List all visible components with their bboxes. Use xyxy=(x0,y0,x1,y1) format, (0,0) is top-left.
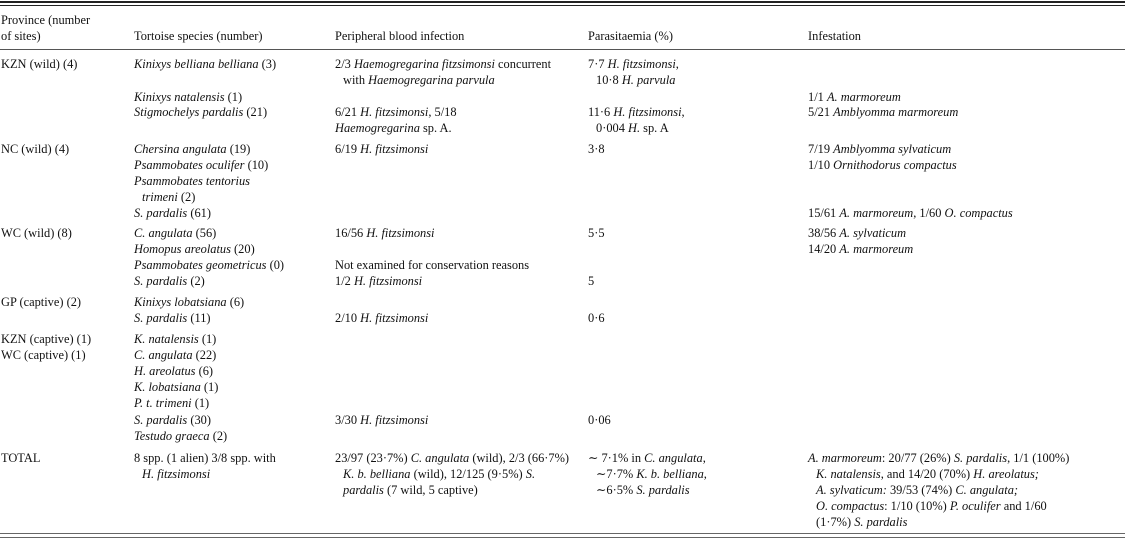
cell-province: TOTAL xyxy=(1,451,41,465)
cell-species: Psammobates oculifer (10) xyxy=(134,158,269,172)
cell-species: C. angulata (56) xyxy=(134,226,217,240)
cell-parasitaemia: 7·7 H. fitzsimonsi, xyxy=(588,57,679,71)
cell-species: S. pardalis (11) xyxy=(134,311,211,325)
bottom-rule-1 xyxy=(0,533,1125,534)
cell-infestation: 15/61 A. marmoreum, 1/60 O. compactus xyxy=(808,206,1013,220)
cell-blood-infection: 23/97 (23·7%) C. angulata (wild), 2/3 (66·7%) xyxy=(335,451,570,465)
header-province xyxy=(1,12,90,44)
cell-blood-infection: Haemogregarina sp. A. xyxy=(335,121,452,135)
cell-blood-infection: Not examined for conservation reasons xyxy=(335,258,530,272)
cell-province: WC (captive) (1) xyxy=(1,348,86,362)
cell-province: KZN (captive) (1) xyxy=(1,332,92,346)
cell-province: NC (wild) (4) xyxy=(1,142,70,156)
cell-parasitaemia: 11·6 H. fitzsimonsi, xyxy=(588,105,685,119)
top-rule-2 xyxy=(0,5,1125,6)
header-blood-infection: Peripheral blood infection xyxy=(335,29,465,43)
cell-province: GP (captive) (2) xyxy=(1,295,82,309)
cell-species: trimeni (2) xyxy=(142,190,196,204)
header-province-line1: Province (number xyxy=(1,13,91,27)
cell-species: Chersina angulata (19) xyxy=(134,142,251,156)
cell-species: S. pardalis (30) xyxy=(134,413,211,427)
cell-infestation: 14/20 A. marmoreum xyxy=(808,242,914,256)
cell-species: Homopus areolatus (20) xyxy=(134,242,255,256)
cell-species: Stigmochelys pardalis (21) xyxy=(134,105,268,119)
header-parasitaemia: Parasitaemia (%) xyxy=(588,29,673,43)
cell-species: P. t. trimeni (1) xyxy=(134,396,210,410)
cell-blood-infection: 6/19 H. fitzsimonsi xyxy=(335,142,429,156)
cell-parasitaemia: 3·8 xyxy=(588,142,605,156)
header-rule xyxy=(0,49,1125,50)
cell-blood-infection: 16/56 H. fitzsimonsi xyxy=(335,226,435,240)
cell-blood-infection: pardalis (7 wild, 5 captive) xyxy=(343,483,478,497)
header-province-line2: of sites) xyxy=(1,29,41,43)
cell-infestation: (1·7%) S. pardalis xyxy=(816,515,908,529)
cell-blood-infection: with Haemogregarina parvula xyxy=(343,73,495,87)
cell-species: Kinixys natalensis (1) xyxy=(134,90,243,104)
cell-infestation: 1/10 Ornithodorus compactus xyxy=(808,158,957,172)
cell-species: S. pardalis (61) xyxy=(134,206,211,220)
cell-parasitaemia: 0·06 xyxy=(588,413,611,427)
cell-infestation: A. marmoreum: 20/77 (26%) S. pardalis, 1/1 (100%) xyxy=(808,451,1070,465)
cell-species: H. areolatus (6) xyxy=(134,364,214,378)
cell-blood-infection: 3/30 H. fitzsimonsi xyxy=(335,413,429,427)
cell-infestation: O. compactus: 1/10 (10%) P. oculifer and 1/60 xyxy=(816,499,1047,513)
cell-species: Psammobates geometricus (0) xyxy=(134,258,285,272)
cell-blood-infection: K. b. belliana (wild), 12/125 (9·5%) S. xyxy=(343,467,536,481)
header-species: Tortoise species (number) xyxy=(134,29,263,43)
top-rule-1 xyxy=(0,1,1125,3)
cell-species: C. angulata (22) xyxy=(134,348,217,362)
cell-parasitaemia: ∼ 7·1% in C. angulata, xyxy=(588,451,706,465)
cell-province: WC (wild) (8) xyxy=(1,226,72,240)
cell-species: 8 spp. (1 alien) 3/8 spp. with xyxy=(134,451,276,465)
cell-blood-infection: 2/3 Haemogregarina fitzsimonsi concurrent xyxy=(335,57,552,71)
cell-species: Psammobates tentorius xyxy=(134,174,250,188)
cell-infestation: 5/21 Amblyomma marmoreum xyxy=(808,105,959,119)
cell-infestation: 38/56 A. sylvaticum xyxy=(808,226,907,240)
cell-parasitaemia: ∼6·5% S. pardalis xyxy=(596,483,690,497)
cell-province: KZN (wild) (4) xyxy=(1,57,78,71)
cell-blood-infection: 6/21 H. fitzsimonsi, 5/18 xyxy=(335,105,457,119)
bottom-rule-2 xyxy=(0,537,1125,538)
header-infestation: Infestation xyxy=(808,29,861,43)
cell-parasitaemia: 10·8 H. parvula xyxy=(596,73,676,87)
cell-parasitaemia: 0·6 xyxy=(588,311,605,325)
cell-species: K. natalensis (1) xyxy=(134,332,217,346)
cell-parasitaemia: 5·5 xyxy=(588,226,605,240)
cell-infestation: K. natalensis, and 14/20 (70%) H. areolatus; xyxy=(816,467,1039,481)
cell-species: Kinixys belliana belliana (3) xyxy=(134,57,277,71)
cell-species: Testudo graeca (2) xyxy=(134,429,228,443)
cell-infestation: 7/19 Amblyomma sylvaticum xyxy=(808,142,952,156)
cell-infestation: 1/1 A. marmoreum xyxy=(808,90,901,104)
cell-species: Kinixys lobatsiana (6) xyxy=(134,295,245,309)
cell-species: K. lobatsiana (1) xyxy=(134,380,219,394)
cell-parasitaemia: 5 xyxy=(588,274,595,288)
cell-species: S. pardalis (2) xyxy=(134,274,205,288)
cell-blood-infection: 1/2 H. fitzsimonsi xyxy=(335,274,423,288)
cell-parasitaemia: ∼7·7% K. b. belliana, xyxy=(596,467,707,481)
cell-infestation: A. sylvaticum: 39/53 (74%) C. angulata; xyxy=(816,483,1019,497)
cell-parasitaemia: 0·004 H. sp. A xyxy=(596,121,669,135)
cell-species: H. fitzsimonsi xyxy=(142,467,211,481)
cell-blood-infection: 2/10 H. fitzsimonsi xyxy=(335,311,429,325)
